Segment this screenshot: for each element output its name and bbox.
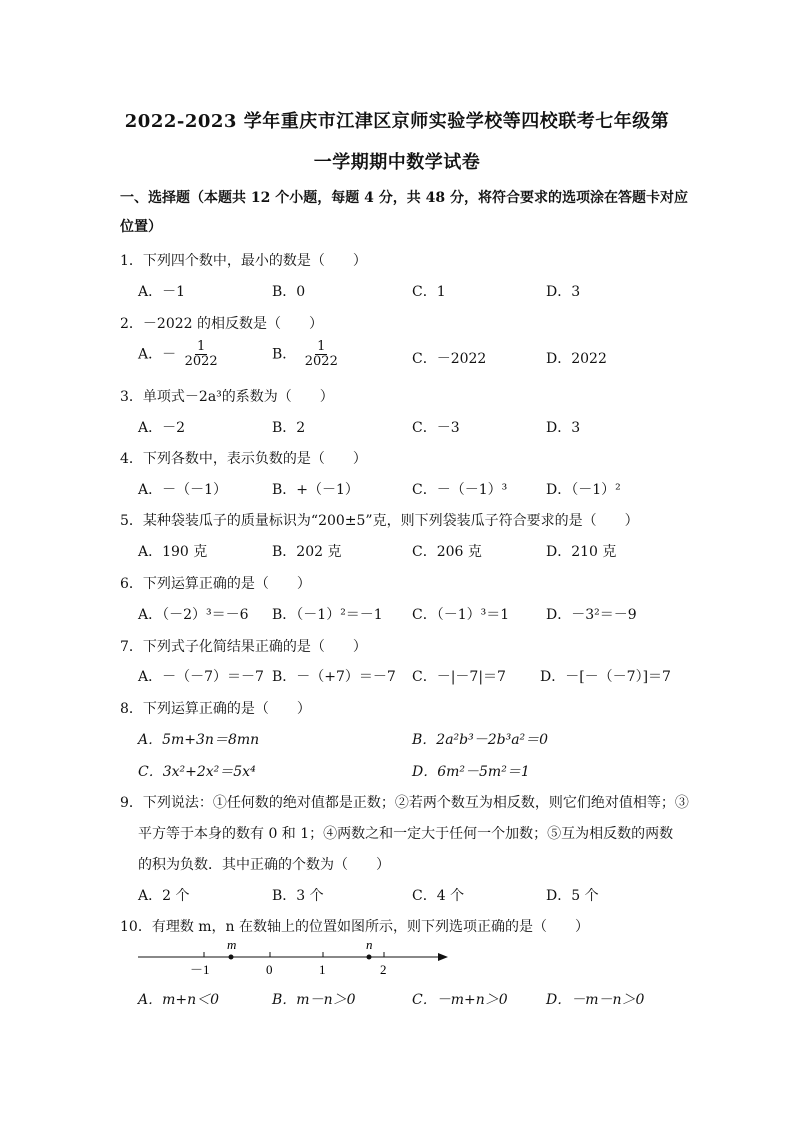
point-m-label: m: [227, 937, 237, 952]
q5-option-d: D．210 克: [546, 544, 617, 560]
fraction-numerator: 1: [317, 339, 326, 354]
question-8-stem: 8．下列运算正确的是（ ）: [120, 701, 311, 717]
q2-option-d: D．2022: [546, 351, 607, 367]
q7-option-b: B．－（+7）＝－7: [272, 669, 396, 685]
point-n-label: n: [366, 937, 373, 952]
tick-label: 0: [266, 962, 273, 977]
q9-option-b: B．3 个: [272, 888, 324, 904]
q4-option-b: B．+（－1）: [272, 482, 359, 498]
q5-option-c: C．206 克: [412, 544, 482, 560]
q3-option-b: B．2: [272, 420, 306, 436]
q3-option-c: C．－3: [412, 420, 460, 436]
q7-option-a: A．－（－7）＝－7: [138, 669, 264, 685]
q8-option-a: A．5m+3n＝8mn: [138, 732, 260, 748]
q7-option-d: D．－[－（－7）]＝7: [540, 669, 671, 685]
question-5-stem: 5．某种袋装瓜子的质量标识为“200±5”克，则下列袋装瓜子符合要求的是（ ）: [120, 513, 639, 529]
q1-option-c: C．1: [412, 284, 446, 300]
tick-label: －1: [190, 962, 210, 977]
fraction-denominator: 2022: [184, 354, 218, 369]
q6-option-a: A．（－2）³＝－6: [138, 607, 249, 623]
q2-option-b: [272, 340, 340, 369]
question-6-stem: 6．下列运算正确的是（ ）: [120, 576, 311, 592]
question-9-stem-line2: 平方等于本身的数有 0 和 1；④两数之和一定大于任何一个加数；⑤互为相反数的两数: [138, 826, 674, 842]
exam-title-line1: 2022-2023 学年重庆市江津区京师实验学校等四校联考七年级第: [124, 111, 670, 132]
q2-option-a: [138, 340, 220, 369]
q4-option-a: A．－（－1）: [138, 482, 228, 498]
q6-option-d: D．－3²＝－9: [546, 607, 637, 623]
q9-option-c: C．4 个: [412, 888, 465, 904]
question-4-stem: 4．下列各数中，表示负数的是（ ）: [120, 451, 367, 467]
q4-option-d: D．（－1）²: [546, 482, 621, 498]
q4-option-c: C．－（－1）³: [412, 482, 508, 498]
fraction: [303, 340, 340, 369]
question-9-stem-line3: 的积为负数．其中正确的个数为（ ）: [138, 857, 390, 873]
q5-option-a: A．190 克: [138, 544, 208, 560]
question-1-stem: 1．下列四个数中，最小的数是（ ）: [120, 253, 367, 269]
q8-option-c: C．3x²+2x²＝5x⁴: [138, 764, 256, 780]
question-2-stem: 2．－2022 的相反数是（ ）: [120, 316, 323, 332]
q3-option-a: A．－2: [138, 420, 186, 436]
q9-option-a: A．2 个: [138, 888, 190, 904]
q5-option-b: B．202 克: [272, 544, 342, 560]
q3-option-d: D．3: [546, 420, 581, 436]
q6-option-c: C．（－1）³＝1: [412, 607, 510, 623]
q2-option-b-label: B．: [272, 346, 297, 363]
q10-option-c: C．－m+n＞0: [412, 992, 508, 1008]
q7-option-c: C．－|－7|＝7: [412, 669, 506, 685]
fraction: [183, 340, 220, 369]
q6-option-b: B．（－1）²＝－1: [272, 607, 383, 623]
question-7-stem: 7．下列式子化简结果正确的是（ ）: [120, 639, 367, 655]
q8-option-d: D．6m²－5m²＝1: [412, 764, 530, 780]
q1-option-d: D．3: [546, 284, 581, 300]
section-heading: 一、选择题（本题共 12 个小题，每题 4 分，共 48 分，将符合要求的选项涂在答题卡对应: [120, 190, 688, 206]
question-9-stem-line1: 9．下列说法：①任何数的绝对值都是正数；②若两个数互为相反数，则它们绝对值相等；③: [120, 795, 689, 811]
tick-label: 1: [319, 962, 326, 977]
point-n: [367, 955, 372, 960]
q10-option-d: D．－m－n＞0: [546, 992, 645, 1008]
number-line-figure: [134, 932, 454, 982]
q8-option-b: B．2a²b³－2b³a²＝0: [412, 732, 549, 748]
exam-title-line2: 一学期期中数学试卷: [313, 152, 481, 173]
q1-option-a: A．－1: [138, 284, 186, 300]
q1-option-b: B．0: [272, 284, 306, 300]
fraction-numerator: 1: [196, 339, 206, 354]
q10-option-a: A．m+n＜0: [138, 992, 220, 1008]
question-3-stem: 3．单项式－2a³的系数为（ ）: [120, 389, 334, 405]
section-heading-cont: 位置）: [120, 219, 162, 235]
q9-option-d: D．5 个: [546, 888, 599, 904]
fraction-denominator: 2022: [304, 354, 338, 369]
number-line-arrow: [438, 953, 448, 961]
tick-label: 2: [380, 962, 387, 977]
question-10-stem: 10．有理数 m，n 在数轴上的位置如图所示，则下列选项正确的是（ ）: [120, 919, 590, 935]
q2-option-c: C．－2022: [412, 351, 487, 367]
point-m: [229, 955, 234, 960]
q10-option-b: B．m－n＞0: [272, 992, 356, 1008]
q2-option-a-label: A．－: [138, 346, 177, 363]
